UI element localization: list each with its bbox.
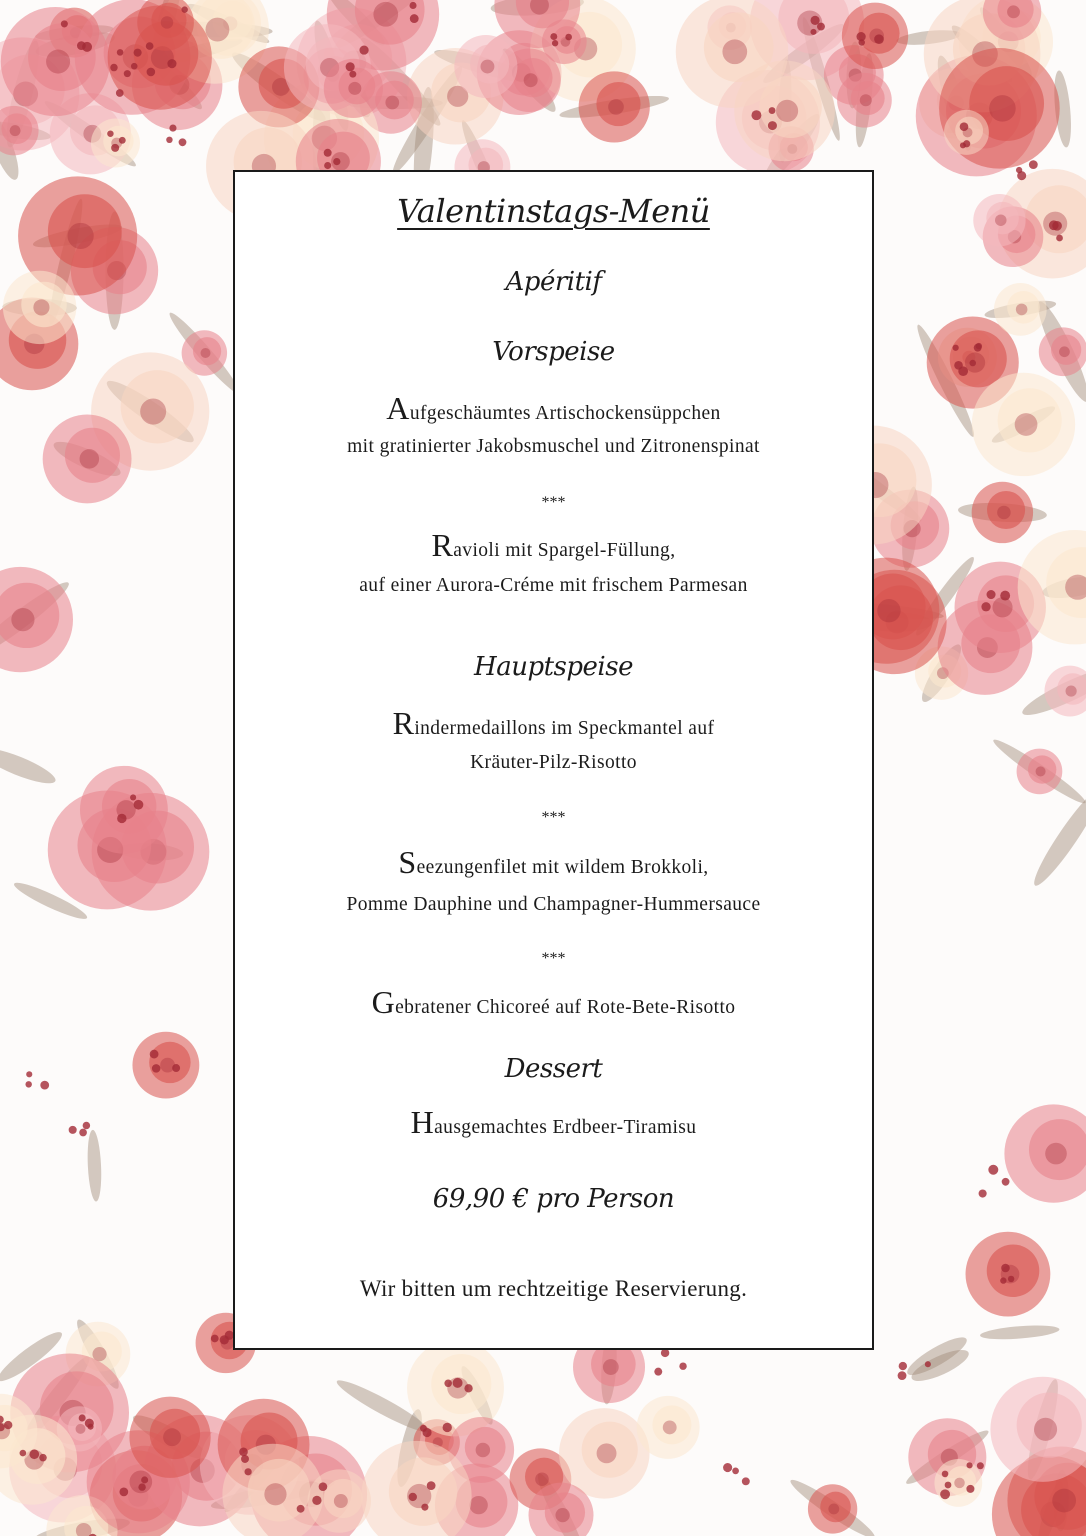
main-2-line-2: Pomme Dauphine und Champagner-Hummersauce: [346, 894, 761, 915]
starter-1-line-1: [235, 390, 872, 427]
berry-dot: [1056, 235, 1063, 242]
berry-dot: [220, 1335, 229, 1344]
berry-dot: [324, 162, 331, 169]
berry-dot: [181, 6, 187, 12]
berry-dot: [124, 70, 131, 77]
berry-dot: [69, 1126, 77, 1134]
berry-dot: [723, 1463, 732, 1472]
dish-text: ufgeschäumtes Artischockensüppchen: [409, 403, 721, 424]
berry-dot: [960, 122, 969, 131]
rose-center: [200, 348, 210, 358]
berry-dot: [966, 1462, 972, 1468]
berry-dot: [925, 1361, 931, 1367]
rose-center: [1016, 304, 1028, 316]
drop-cap: R: [392, 705, 415, 741]
drop-cap: A: [386, 390, 410, 426]
berry-dot: [134, 800, 144, 810]
berry-dot: [40, 1081, 49, 1090]
rose-center: [476, 1443, 490, 1457]
berry-dot: [966, 1485, 974, 1493]
berry-dot: [751, 110, 761, 120]
berry-dot: [25, 1081, 31, 1087]
berry-dot: [945, 1482, 952, 1489]
berry-dot: [26, 1071, 32, 1077]
berry-dot: [131, 63, 138, 70]
rose-center: [1045, 1143, 1067, 1165]
reservation-note: Wir bitten um rechtzeitige Reservierung.: [359, 1276, 748, 1301]
berry-dot: [464, 1384, 472, 1392]
berry-dot: [410, 14, 419, 23]
berry-dot: [172, 1064, 180, 1072]
rose-center: [860, 94, 872, 106]
rose-center: [140, 399, 166, 425]
separator: ***: [541, 950, 566, 967]
leaf-shape: [86, 1130, 103, 1202]
rose-center: [603, 1359, 619, 1375]
dish-text: indermedaillons im Speckmantel auf: [414, 718, 715, 739]
berry-dot: [768, 121, 777, 130]
berry-dot: [420, 1425, 427, 1432]
berry-dot: [899, 1362, 907, 1370]
berry-dot: [974, 344, 982, 352]
rose-center: [1007, 5, 1020, 18]
menu-card: [233, 170, 874, 1350]
rose-center: [334, 1494, 348, 1508]
rose-center: [535, 1472, 549, 1486]
rose-center: [11, 608, 34, 631]
rose-center: [877, 599, 900, 622]
berry-dot: [179, 138, 187, 146]
berry-dot: [83, 1122, 91, 1130]
berry-dot: [550, 33, 557, 40]
berry-dot: [346, 62, 355, 71]
berry-dot: [20, 1450, 27, 1457]
berry-dot: [810, 29, 816, 35]
starter-2-line-2: auf einer Aurora-Créme mit frischem Parmesan: [359, 575, 748, 596]
berry-dot: [116, 89, 124, 97]
main-heading: Hauptspeise: [474, 652, 633, 682]
berry-dot: [349, 71, 356, 78]
rose-center: [1034, 1418, 1057, 1441]
drop-cap: R: [431, 527, 454, 563]
dish-text: eezungenfilet mit wildem Brokkoli,: [416, 857, 709, 878]
berry-dot: [453, 1378, 463, 1388]
berry-dot: [421, 1504, 428, 1511]
berry-dot: [117, 49, 124, 56]
berry-dot: [241, 1455, 249, 1463]
berry-dot: [245, 1468, 252, 1475]
dish-text: ebratener Chicoreé auf Rote-Bete-Risotto: [395, 997, 736, 1018]
berry-dot: [979, 1189, 987, 1197]
drop-cap: S: [398, 844, 417, 880]
rose-center: [1015, 413, 1038, 436]
main-1-line-1: [235, 705, 872, 742]
rose-center: [348, 82, 361, 95]
rose-center: [264, 1483, 286, 1505]
rose-center: [663, 1420, 677, 1434]
berry-dot: [552, 40, 558, 46]
starter-heading: Vorspeise: [492, 337, 615, 367]
berry-dot: [297, 1505, 305, 1513]
rose-center: [33, 299, 49, 315]
berry-dot: [942, 1471, 949, 1478]
berry-dot: [130, 794, 136, 800]
berry-dot: [1002, 1178, 1010, 1186]
berry-dot: [1008, 1276, 1014, 1282]
starter-2-line-1: [235, 527, 872, 564]
berry-dot: [79, 1129, 87, 1137]
berry-dot: [859, 39, 865, 45]
rose-center: [80, 449, 100, 469]
berry-dot: [119, 137, 126, 144]
berry-dot: [4, 1421, 12, 1429]
main-1-line-2: Kräuter-Pilz-Risotto: [470, 752, 637, 773]
berry-dot: [443, 1423, 452, 1432]
berry-dot: [167, 59, 176, 68]
rose-center: [1059, 346, 1070, 357]
berry-dot: [333, 158, 340, 165]
berry-dot: [427, 1481, 436, 1490]
berry-dot: [817, 23, 825, 31]
rose-center: [997, 506, 1011, 520]
berry-dot: [152, 1064, 161, 1073]
rose-center: [989, 95, 1016, 122]
rose-center: [524, 73, 538, 87]
berry-dot: [312, 1496, 321, 1505]
rose-center: [1052, 1489, 1076, 1513]
rose-center: [776, 100, 798, 122]
leaf-shape: [980, 1323, 1060, 1341]
rose-center: [68, 223, 94, 249]
dessert-heading: Dessert: [504, 1054, 603, 1084]
berry-dot: [1001, 1264, 1010, 1273]
berry-dot: [1016, 167, 1022, 173]
dish-text: avioli mit Spargel-Füllung,: [453, 540, 676, 561]
berry-dot: [146, 42, 154, 50]
dessert-1-line-1: [235, 1104, 872, 1141]
berry-dot: [110, 64, 117, 71]
berry-dot: [1049, 220, 1059, 230]
berry-dot: [141, 1476, 148, 1483]
berry-dot: [953, 345, 959, 351]
berry-dot: [134, 49, 142, 57]
rose-center: [995, 214, 1007, 226]
berry-dot: [963, 140, 970, 147]
berry-dot: [810, 16, 819, 25]
berry-dot: [166, 137, 172, 143]
berry-dot: [119, 1488, 128, 1497]
leaf-shape: [0, 742, 59, 789]
berry-dot: [898, 1371, 907, 1380]
berry-dot: [679, 1362, 686, 1369]
rose-center: [161, 16, 173, 28]
rose-center: [481, 60, 495, 74]
rose-center: [1036, 766, 1046, 776]
berry-dot: [77, 41, 86, 50]
rose-center: [10, 125, 21, 136]
berry-dot: [988, 1165, 998, 1175]
drop-cap: G: [371, 984, 396, 1020]
rose-center: [608, 99, 624, 115]
rose-center: [1066, 685, 1077, 696]
berry-dot: [874, 34, 884, 44]
rose-center: [469, 1496, 487, 1514]
berry-dot: [981, 602, 990, 611]
berry-dot: [61, 20, 68, 27]
menu-title: Valentinstags-Menü: [397, 192, 710, 230]
berry-dot: [987, 590, 996, 599]
rose-center: [954, 1478, 965, 1489]
berry-dot: [319, 1482, 328, 1491]
rose-center: [373, 2, 398, 27]
berry-dot: [39, 1454, 47, 1462]
berry-dot: [732, 1467, 739, 1474]
rose-center: [722, 39, 747, 64]
berry-dot: [977, 1462, 984, 1469]
rose-center: [205, 18, 229, 42]
separator: ***: [541, 809, 566, 826]
berry-dot: [29, 1449, 39, 1459]
main-2-line-1: [235, 844, 872, 881]
berry-dot: [107, 130, 113, 136]
berry-dot: [1029, 160, 1038, 169]
separator: ***: [541, 494, 566, 511]
berry-dot: [1000, 591, 1010, 601]
berry-dot: [969, 360, 976, 367]
berry-dot: [1000, 1277, 1006, 1283]
berry-dot: [111, 144, 119, 152]
rose-center: [385, 96, 399, 110]
rose-center: [992, 597, 1012, 617]
berry-dot: [958, 366, 968, 376]
berry-dot: [359, 45, 368, 54]
berry-dot: [138, 1483, 145, 1490]
berry-dot: [150, 1050, 159, 1059]
berry-dot: [79, 1414, 86, 1421]
berry-dot: [169, 125, 176, 132]
rose-center: [163, 1428, 181, 1446]
berry-dot: [940, 1489, 950, 1499]
berry-dot: [654, 1368, 662, 1376]
berry-dot: [409, 2, 416, 9]
berry-dot: [117, 814, 126, 823]
berry-dot: [769, 107, 776, 114]
rose-center: [76, 1424, 86, 1434]
price: 69,90 € pro Person: [432, 1184, 675, 1214]
berry-dot: [239, 1448, 248, 1457]
aperitif-heading: Apéritif: [505, 267, 602, 297]
rose-center: [597, 1443, 617, 1463]
berry-dot: [742, 1477, 750, 1485]
starter-1-line-2: mit gratinierter Jakobsmuschel und Zitronenspinat: [347, 436, 760, 457]
berry-dot: [147, 68, 156, 77]
berry-dot: [211, 1335, 219, 1343]
rose-center: [46, 50, 70, 74]
main-3-line-1: [235, 984, 872, 1021]
drop-cap: H: [410, 1104, 435, 1140]
rose-center: [160, 1058, 175, 1073]
berry-dot: [85, 1419, 94, 1428]
berry-dot: [409, 1493, 417, 1501]
berry-dot: [565, 34, 572, 41]
berry-dot: [324, 149, 332, 157]
rose-center: [828, 1504, 839, 1515]
berry-dot: [444, 1379, 452, 1387]
dish-text: ausgemachtes Erdbeer-Tiramisu: [434, 1117, 697, 1138]
rose-center: [555, 1508, 569, 1522]
